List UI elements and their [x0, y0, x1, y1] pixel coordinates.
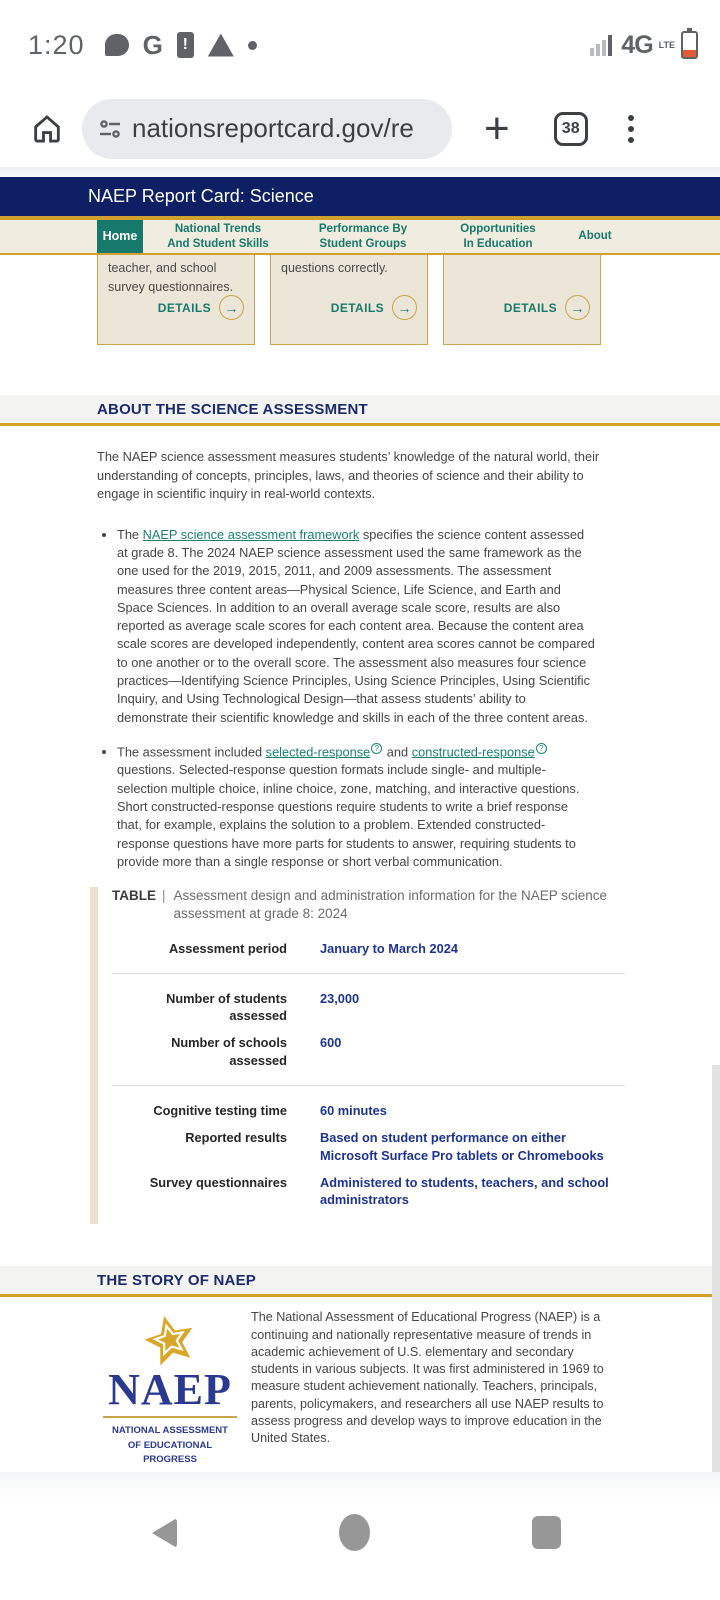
battery-level-fill [683, 50, 696, 57]
battery-icon [681, 31, 698, 59]
table-row: Assessment period January to March 2024 [168, 940, 458, 956]
framework-link[interactable]: NAEP science assessment framework [142, 526, 360, 542]
selected-response-link[interactable]: selected-response [265, 744, 371, 760]
browser-toolbar [0, 90, 720, 167]
nav-tab-opportunities[interactable]: Opportunities In Education [460, 223, 536, 250]
address-bar[interactable] [82, 99, 452, 159]
bullet-question-types: • The assessment included selected-response ? and constructed-response ? questions. Selected-response question formats include single- and multiple-selection multiple choice, inline choice, zone, matching, and interactive questions. Short constructed-response questions require students to write a brief response that, for example, explains the solution to a problem. Extended constructed-response questions have more parts for students to answer, requiring students to provide more than a single response or short verbal communication. [117, 743, 595, 871]
story-section [0, 1297, 720, 1467]
details-link[interactable]: DETAILS → [158, 295, 244, 320]
card-text: teacher, and school survey questionnaires. [108, 261, 234, 294]
card-text: questions correctly. [281, 261, 388, 275]
site-title: NAEP Report Card: Science [88, 186, 314, 206]
section-header-story [0, 1266, 720, 1297]
nav-tab-performance[interactable]: Performance By Student Groups [318, 223, 408, 250]
url-text[interactable]: nationsreportcard.gov/re [132, 113, 414, 143]
site-settings-icon[interactable] [98, 117, 122, 141]
status-bar [0, 0, 720, 90]
section-title: ABOUT THE SCIENCE ASSESSMENT [97, 400, 368, 418]
home-icon [30, 112, 64, 146]
arrow-right-icon: → [219, 295, 244, 320]
table-group [112, 924, 625, 974]
lte-label: LTE [658, 39, 675, 50]
signal-strength-icon [589, 32, 615, 58]
naep-logo-text: NAEP [108, 1365, 232, 1415]
back-icon[interactable] [152, 1518, 177, 1548]
system-status-icons [589, 31, 698, 60]
arrow-right-icon: → [565, 295, 590, 320]
android-nav-bar [0, 1472, 720, 1600]
scrollbar-thumb[interactable] [712, 1065, 720, 1482]
naep-logo [95, 1309, 245, 1467]
section-header-about [0, 395, 720, 426]
table-group [112, 1086, 625, 1224]
recents-icon[interactable] [532, 1516, 561, 1549]
chat-notification-icon [105, 34, 129, 56]
table-row: Number of schools assessed 600 [171, 1035, 342, 1068]
feature-card [443, 255, 601, 345]
site-banner [0, 177, 720, 216]
home-button[interactable] [30, 112, 64, 146]
arrow-right-icon: → [392, 295, 417, 320]
bullet-framework: • The NAEP science assessment framework specifies the science content assessed at grade 8. The 2024 NAEP science assessment used the same framework as the one used for the 2019, 2015, 2011, and 2009 assessments. The assessment measures three content areas—Physical Science, Life Science, and Earth and Space Sciences. In addition to an overall average scale score, results are also reported as average scale scores for each content area. Because the content area scale scores are developed independently, content area scores cannot be compared to one another or to the overall score. The assessment also measures four science practices—Identifying Science Principles, Using Science Principles, Using Scientific Inquiry, and Using Technological Design—that assess students’ ability to demonstrate their scientific knowledge and skills in each of the three content areas. [117, 526, 595, 727]
warning-icon [208, 34, 234, 57]
tab-switcher-button[interactable]: 38 [554, 112, 588, 146]
nav-tab-national-trends[interactable]: National Trends And Student Skills [167, 223, 269, 250]
logo-rule [103, 1416, 237, 1418]
table-row: Number of students assessed 23,000 [166, 990, 360, 1024]
nav-tab-about[interactable]: About [578, 230, 612, 243]
google-notification-icon: G [142, 30, 163, 60]
network-type-label: 4G [621, 30, 653, 59]
table-row: Cognitive testing time 60 minutes [153, 1103, 387, 1119]
feature-card [97, 255, 255, 345]
table-row: Reported results Based on student performance on either Microsoft Surface Pro tablets or Chromebooks [185, 1130, 604, 1163]
naep-logo-tagline: NATIONAL ASSESSMENT OF EDUCATIONAL PROGRESS [112, 1425, 228, 1465]
table-caption-text: Assessment design and administration information for the NAEP science assessment at grade 8: 2024 [173, 888, 607, 922]
table-row: Survey questionnaires Administered to students, teachers, and school administrators [149, 1174, 609, 1208]
android-home-icon[interactable] [339, 1514, 370, 1551]
feature-cards-row [0, 255, 720, 345]
table-caption: TABLE | Assessment design and administration information for the NAEP science assessment at grade 8: 2024 [112, 887, 625, 923]
notification-dot-icon [248, 41, 257, 50]
glossary-icon[interactable]: ? [536, 743, 547, 754]
site-nav [0, 220, 720, 255]
about-intro: The NAEP science assessment measures students’ knowledge of the natural world, their understanding of concepts, principles, laws, and theories of science and their ability to engage in scientific inquiry in real-world contexts. [97, 449, 600, 502]
about-bullets [117, 526, 595, 872]
details-link[interactable]: DETAILS → [331, 295, 417, 320]
notification-icons [105, 32, 257, 58]
nav-tab-home[interactable]: Home [97, 220, 143, 253]
table-group [112, 974, 625, 1086]
feature-card [270, 255, 428, 345]
battery-alert-icon: ! [177, 32, 194, 58]
clock: 1:20 [28, 29, 85, 60]
section-title: THE STORY OF NAEP [97, 1271, 256, 1289]
toolbar-shadow [0, 167, 720, 177]
about-section [0, 426, 720, 1224]
browser-menu-button[interactable] [628, 115, 634, 143]
new-tab-button[interactable]: + [484, 103, 510, 153]
constructed-response-link[interactable]: constructed-response [411, 744, 535, 760]
story-paragraph: The National Assessment of Educational Progress (NAEP) is a continuing and nationally representative measure of trends in academic achievement of U.S. elementary and secondary students in various subjects. It was first administered in 1969 to measure student achievement nationally. Teachers, principals, parents, policymakers, and researchers all use NAEP results to assess progress and develop ways to improve education in the United States. [251, 1310, 604, 1446]
details-link[interactable]: DETAILS → [504, 295, 590, 320]
glossary-icon[interactable]: ? [371, 743, 382, 754]
assessment-table [90, 887, 625, 1224]
